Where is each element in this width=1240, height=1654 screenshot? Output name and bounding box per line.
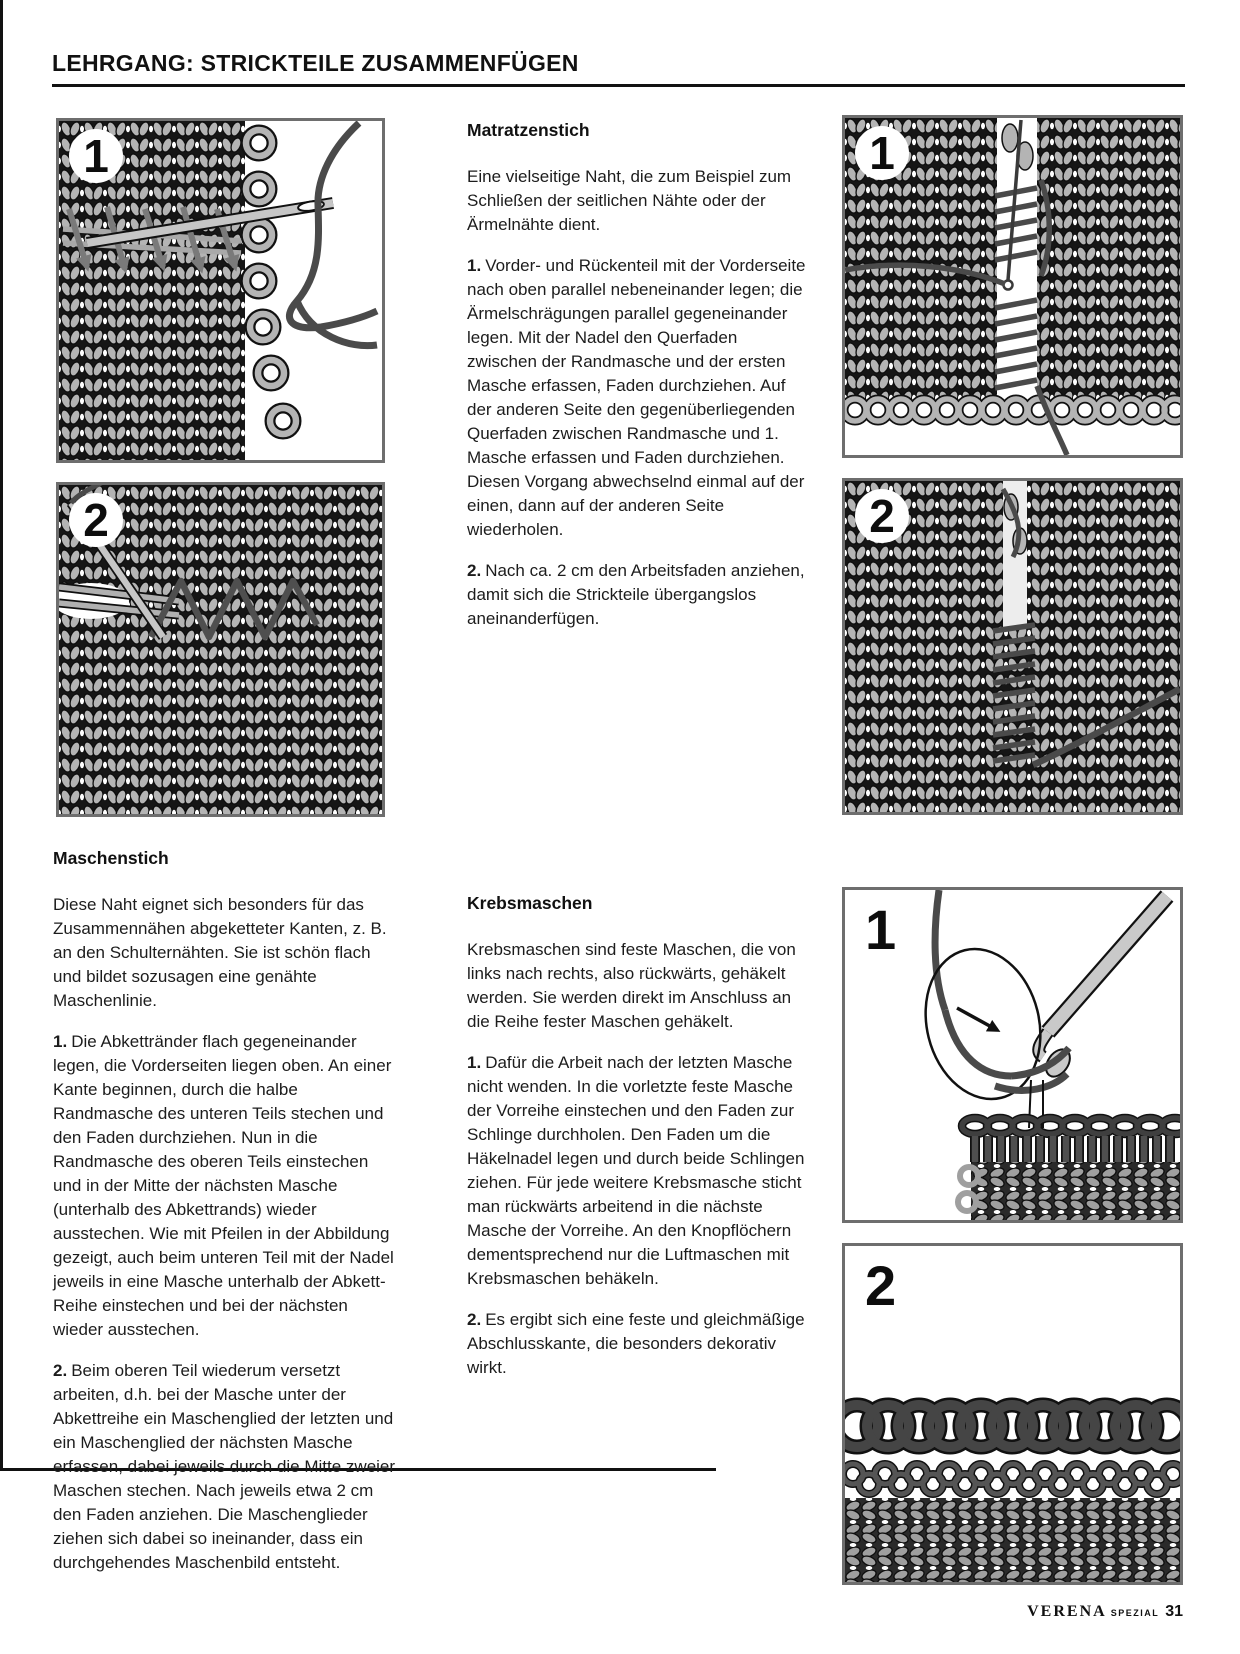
matratzenstich-figure-1 [842,115,1183,458]
step-paragraph [53,1030,397,1342]
figure-number-badge: 2 [865,1254,897,1317]
krebsmaschen-figure-2 [842,1243,1183,1585]
section-matratzenstich [467,120,811,648]
step-number: 2. [53,1361,68,1380]
krebsmaschen-figure-1 [842,887,1183,1223]
step-text: Nach ca. 2 cm den Arbeitsfaden anziehen, damit sich die Strickteile übergangslos aneinanderfügen. [467,561,805,628]
page-number: 31 [1165,1603,1183,1620]
step-paragraph [467,1051,811,1291]
maschenstich-figure-1 [56,118,385,463]
figure-number-badge: 1 [69,129,123,183]
figure-number-badge: 2 [69,493,123,547]
page-title: LEHRGANG: STRICKTEILE ZUSAMMENFÜGEN [52,50,579,76]
section-intro: Eine vielseitige Naht, die zum Beispiel zum Schließen der seitlichen Nähte oder der Ärmelnähte dient. [467,167,792,234]
step-paragraph [467,254,811,542]
section-title: Krebsmaschen [467,893,593,913]
step-paragraph [467,1308,811,1380]
maschenstich-figure-2 [56,482,385,817]
figure-number-badge: 1 [855,126,909,180]
step-number: 1. [467,256,482,275]
step-text: Dafür die Arbeit nach der letzten Masche nicht wenden. In die vorletzte feste Masche der Vorreihe einstechen und den Faden zur Schlinge durchholen. Den Faden um die Häkelnadel legen und durch beide Schlingen ziehen. Für jede weitere Krebsmasche sticht man rückwärts arbeitend in die nächste Masche der Vorreihe. An den Knopflöchern dementsprechend nur die Luftmaschen mit Krebsmaschen behäkeln. [467,1053,805,1288]
step-text: Vorder- und Rückenteil mit der Vorderseite nach oben parallel nebeneinander legen; die Ärmelschrägungen parallel gegeneinander legen. Mit der Nadel den Querfaden zwischen der Randmasche und der ersten Masche erfassen, Faden durchziehen. Auf der anderen Seite den gegenüberliegenden Querfaden zwischen Randmasche und 1. Masche erfassen und Faden durchziehen. Diesen Vorgang abwechselnd einmal auf der einen, dann auf der anderen Seite wiederholen. [467,256,806,539]
step-paragraph [467,559,811,631]
section-title: Maschenstich [53,848,169,868]
matratzenstich-figure-2 [842,478,1183,815]
column-divider [0,0,3,1468]
step-text: Beim oberen Teil wiederum versetzt arbeiten, d.h. bei der Masche unter der Abkettreihe ein Maschenglied der letzten und ein Maschenglied der nächsten Masche erfassen, dabei jeweils durch die Mitte zweier Maschen stechen. Nach jeweils etwa 2 cm den Faden anziehen. Die Maschenglieder ziehen sich dabei so ineinander, dass ein durchgehendes Maschenbild entsteht. [53,1361,396,1572]
magazine-edition: SPEZIAL [1110,1608,1160,1618]
section-intro: Krebsmaschen sind feste Maschen, die von links nach rechts, also rückwärts, gehäkelt werden. Sie werden direkt im Anschluss an die Reihe fester Maschen gehäkelt. [467,940,796,1031]
step-paragraph [53,1359,397,1575]
figure-number-badge: 1 [865,898,897,961]
step-number: 2. [467,1310,482,1329]
header-rule [52,84,1185,87]
section-title: Matratzenstich [467,120,590,140]
step-number: 1. [53,1032,68,1051]
figure-number-badge: 2 [855,489,909,543]
section-maschenstich [53,848,397,1592]
step-text: Es ergibt sich eine feste und gleichmäßige Abschlusskante, die besonders dekorativ wirkt. [467,1310,805,1377]
step-number: 2. [467,561,482,580]
magazine-brand: VERENA [1027,1603,1107,1620]
section-krebsmaschen [467,893,811,1397]
step-text: Die Abkettränder flach gegeneinander legen, die Vorderseiten liegen oben. An einer Kante beginnen, durch die halbe Randmasche des unteren Teils stechen und den Faden durchziehen. Nun in die Randmasche des oberen Teils einstechen und in der Mitte der nächsten Masche (unterhalb des Abkettrands) wieder ausstechen. Wie mit Pfeilen in der Abbildung gezeigt, auch beim unteren Teil mit der Nadel jeweils in eine Masche unterhalb der Abkett-Reihe einstechen und bei der nächsten wieder ausstechen. [53,1032,394,1339]
page-footer [1027,1603,1183,1621]
step-number: 1. [467,1053,482,1072]
section-intro: Diese Naht eignet sich besonders für das Zusammennähen abgeketteter Kanten, z. B. an den Schulternähten. Sie ist schön flach und bildet sozusagen eine genähte Maschenlinie. [53,895,387,1010]
